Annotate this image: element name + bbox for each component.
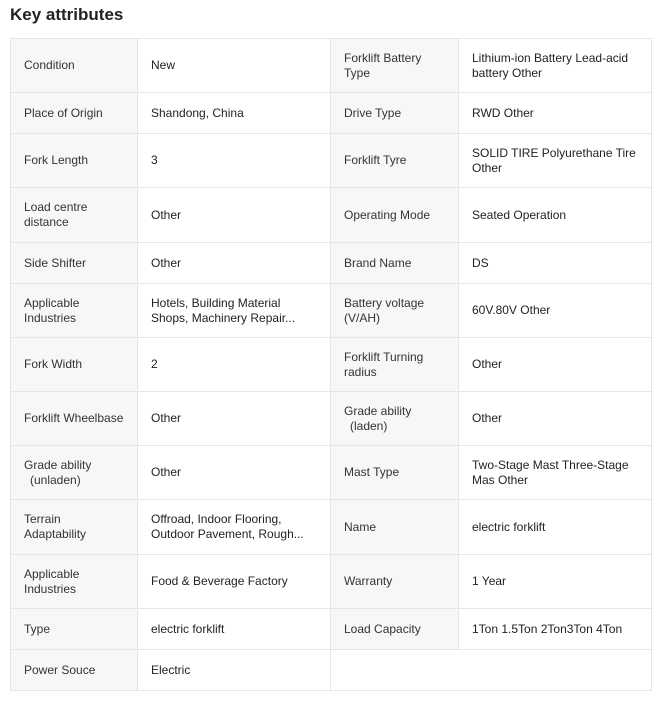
attribute-value-line: Shops, Machinery Repair... [151,310,296,325]
attribute-value: Other [138,243,331,284]
section-title: Key attributes [10,5,124,24]
table-row [11,500,652,555]
table-row [11,555,652,609]
attribute-label: Battery voltage (V/AH) [331,284,459,338]
attribute-value: Shandong, China [138,93,331,134]
attribute-value-line: Outdoor Pavement, Rough... [151,527,304,541]
table-row [11,93,652,134]
attribute-value: Electric [138,650,331,691]
attribute-label-line: Grade ability [344,403,412,418]
attribute-value: Other [138,446,331,500]
attribute-label: Operating Mode [331,188,459,243]
attribute-value [138,500,331,555]
table-row [11,134,652,188]
attribute-value-line: Hotels, Building Material [151,295,281,310]
table-row [11,392,652,446]
attribute-value: 60V.80V Other [459,284,652,338]
attribute-label: Side Shifter [11,243,138,284]
attribute-value [138,284,331,338]
empty-cell [331,650,652,691]
attribute-label: Fork Width [11,338,138,392]
table-row [11,338,652,392]
table-row [11,188,652,243]
attribute-label: Name [331,500,459,555]
table-row [11,609,652,650]
attribute-value: Seated Operation [459,188,652,243]
attribute-label: Place of Origin [11,93,138,134]
attribute-label-line: (laden) [350,418,388,433]
attribute-value: electric forklift [459,500,652,555]
attribute-label: Condition [11,39,138,93]
attribute-value: Food & Beverage Factory [138,555,331,609]
attribute-value: electric forklift [138,609,331,650]
attribute-label: Terrain Adaptability [11,500,138,555]
attribute-label: Load Capacity [331,609,459,650]
attribute-label [11,446,138,500]
attribute-label: Applicable Industries [11,555,138,609]
attribute-label: Load centre distance [11,188,138,243]
attribute-value: Two-Stage Mast Three-Stage Mas Other [459,446,652,500]
attribute-value: 3 [138,134,331,188]
table-row [11,446,652,500]
attribute-label: Power Souce [11,650,138,691]
attribute-value: New [138,39,331,93]
attribute-label: Mast Type [331,446,459,500]
attribute-value: Other [459,392,652,446]
attribute-value: RWD Other [459,93,652,134]
attribute-value-line: Offroad, Indoor Flooring, [151,512,282,526]
attribute-value: Other [138,392,331,446]
attribute-label [331,392,459,446]
attribute-value: 1 Year [459,555,652,609]
table-row [11,39,652,93]
attribute-label: Brand Name [331,243,459,284]
attribute-label: Fork Length [11,134,138,188]
attribute-value: Lithium-ion Battery Lead-acid battery Other [459,39,652,93]
attribute-label: Drive Type [331,93,459,134]
attribute-value: 2 [138,338,331,392]
table-row [11,650,652,691]
attribute-value: Other [459,338,652,392]
attribute-label: Applicable Industries [11,284,138,338]
attribute-value: Other [138,188,331,243]
attribute-label: Forklift Wheelbase [11,392,138,446]
attribute-label: Forklift Turning radius [331,338,459,392]
attribute-value: DS [459,243,652,284]
attribute-label-line: Grade ability [24,457,92,472]
attribute-value: 1Ton 1.5Ton 2Ton3Ton 4Ton [459,609,652,650]
attribute-label-line: (unladen) [30,472,81,487]
attribute-label: Forklift Tyre [331,134,459,188]
attributes-table [10,38,652,691]
attribute-label: Type [11,609,138,650]
table-row [11,243,652,284]
table-row [11,284,652,338]
attribute-value: SOLID TIRE Polyurethane Tire Other [459,134,652,188]
attribute-label: Forklift Battery Type [331,39,459,93]
attribute-label: Warranty [331,555,459,609]
